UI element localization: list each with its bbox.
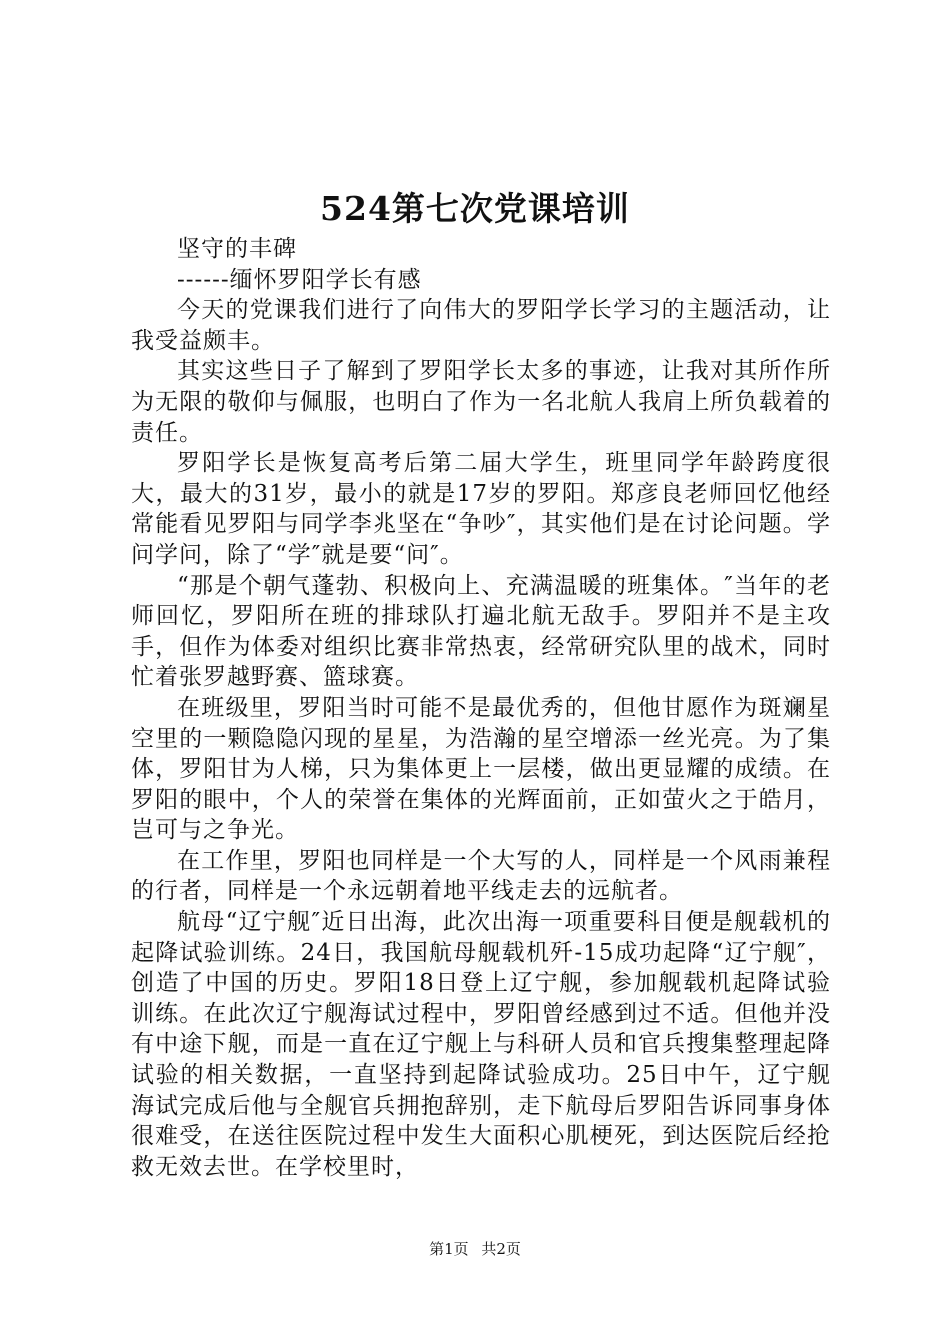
paragraph: 其实这些日子了解到了罗阳学长太多的事迹，让我对其所作所为无限的敬仰与佩服，也明白了作为一名北航人我肩上所负载着的责任。 (131, 358, 831, 446)
page-total: 共2页 (481, 1240, 521, 1258)
paragraph: 航母“辽宁舰″近日出海，此次出海一项重要科目便是舰载机的起降试验训练。24日，我国航母舰载机歼-15成功起降“辽宁舰″，创造了中国的历史。罗阳18日登上辽宁舰，参加舰载机起降试验训练。在此次辽宁舰海试过程中，罗阳曾经感到过不适。但他并没有中途下舰，而是一直在辽宁舰上与科研人员和官兵搜集整理起降试验的相关数据，一直坚持到起降试验成功。25日中午，辽宁舰海试完成后他与全舰官兵拥抱辞别，走下航母后罗阳告诉同事身体很难受，在送往医院过程中发生大面积心肌梗死，到达医院后经抢救无效去世。在学校里时， (131, 909, 831, 1180)
paragraph: “那是个朝气蓬勃、积极向上、充满温暖的班集体。″当年的老师回忆，罗阳所在班的排球队打遍北航无敌手。罗阳并不是主攻手，但作为体委对组织比赛非常热衷，经常研究队里的战术，同时忙着张罗越野赛、篮球赛。 (131, 572, 831, 691)
paragraph: 罗阳学长是恢复高考后第二届大学生，班里同学年龄跨度很大，最大的31岁，最小的就是17岁的罗阳。郑彦良老师回忆他经常能看见罗阳与同学李兆坚在“争吵″，其实他们是在讨论问题。学问学问，除了“学″就是要“问″。 (131, 450, 831, 568)
subtitle: 坚守的丰碑 (177, 236, 297, 262)
paragraph: 在工作里，罗阳也同样是一个大写的人，同样是一个风雨兼程的行者，同样是一个永远朝着地平线走去的远航者。 (131, 847, 831, 905)
dedication: ------缅怀罗阳学长有感 (177, 266, 422, 293)
page-number: 第1页 (429, 1240, 469, 1258)
document-title: 524第七次党课培训 (320, 189, 630, 228)
paragraph: 在班级里，罗阳当时可能不是最优秀的，但他甘愿作为斑斓星空里的一颗隐隐闪现的星星，为浩瀚的星空增添一丝光亮。为了集体，罗阳甘为人梯，只为集体更上一层楼，做出更显耀的成绩。在罗阳的眼中，个人的荣誉在集体的光辉面前，正如萤火之于皓月，岂可与之争光。 (131, 694, 831, 844)
page-footer (0, 1238, 950, 1260)
document-body (131, 234, 831, 1182)
paragraph: 今天的党课我们进行了向伟大的罗阳学长学习的主题活动，让我受益颇丰。 (131, 297, 831, 354)
